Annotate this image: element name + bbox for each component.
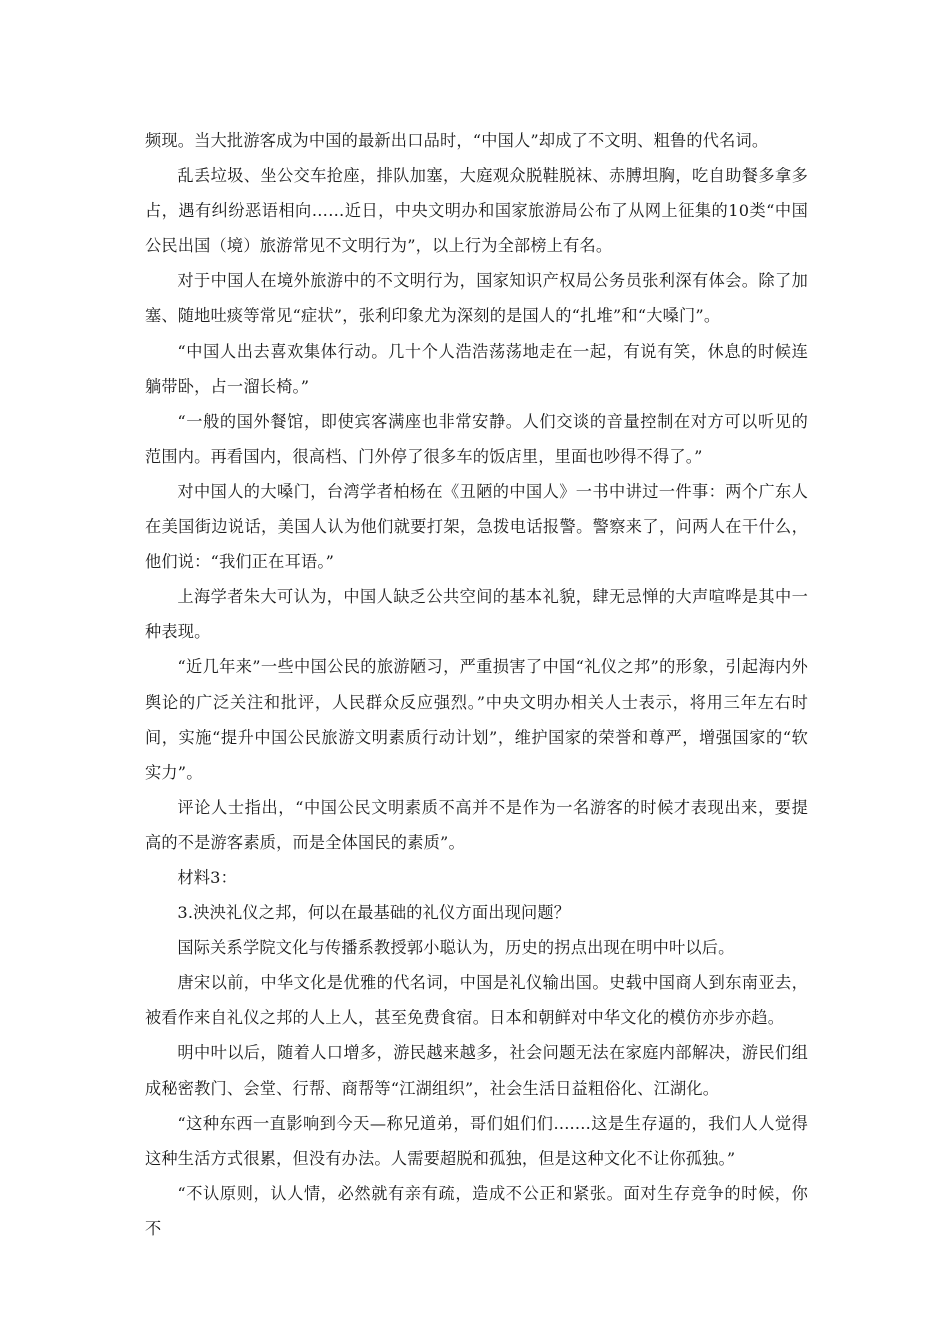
paragraph-quote-group-travel: “中国人出去喜欢集体行动。几十个人浩浩荡荡地走在一起，有说有笑，休息的时候连躺带卧，占一溜长椅。” (145, 341, 808, 396)
paragraph-continuation: 频现。当大批游客成为中国的最新出口品时，“中国人”却成了不文明、粗鲁的代名词。 (145, 131, 769, 150)
paragraph-uncivilized-behaviors: 乱丢垃圾、坐公交车抢座，排队加塞，大庭观众脱鞋脱袜、赤膊坦胸，吃自助餐多拿多占，遇有纠纷恶语相向……近日，中央文明办和国家旅游局公布了从网上征集的10类“中国公民出国（境）旅游常见不文明行为”，以上行为全部榜上有名。 (145, 166, 808, 256)
paragraph-quote-restaurant: “一般的国外餐馆，即使宾客满座也非常安静。人们交谈的音量控制在对方可以听见的范围内。再看国内，很高档、门外停了很多车的饭店里，里面也吵得不得了。” (145, 411, 808, 466)
paragraph-guo-xiaocong: 国际关系学院文化与传播系教授郭小聪认为，历史的拐点出现在明中叶以后。 (177, 938, 735, 958)
question-3: 3.泱泱礼仪之邦，何以在最基础的礼仪方面出现问题？ (177, 903, 571, 923)
paragraph-zhu-dake: 上海学者朱大可认为，中国人缺乏公共空间的基本礼貌，肆无忌惮的大声喧哗是其中一种表现。 (145, 587, 808, 642)
paragraph-bo-yang: 对中国人的大嗓门，台湾学者柏杨在《丑陋的中国人》一书中讲过一件事：两个广东人在美国街边说话，美国人认为他们就要打架，急拨电话报警。警察来了，问两人在干什么，他们说：“我们正在耳语。” (145, 481, 808, 572)
material-3-heading: 材料3： (177, 867, 238, 887)
paragraph-zhang-li: 对于中国人在境外旅游中的不文明行为，国家知识产权局公务员张利深有体会。除了加塞、随地吐痰等常见“症状”，张利印象尤为深刻的是国人的“扎堆”和“大嗓门”。 (145, 271, 808, 326)
paragraph-commentator: 评论人士指出，“中国公民文明素质不高并不是作为一名游客的时候才表现出来，要提高的不是游客素质，而是全体国民的素质”。 (145, 797, 808, 852)
article-body (145, 123, 808, 1246)
paragraph-tang-song: 唐宋以前，中华文化是优雅的代名词，中国是礼仪输出国。史载中国商人到东南亚去，被看作来自礼仪之邦的人上人，甚至免费食宿。日本和朝鲜对中华文化的模仿亦步亦趋。 (145, 973, 808, 1028)
paragraph-quote-principles: “不认原则，认人情，必然就有亲有疏，造成不公正和紧张。面对生存竞争的时候，你不 (145, 1183, 808, 1238)
paragraph-ming-dynasty: 明中叶以后，随着人口增多，游民越来越多，社会问题无法在家庭内部解决，游民们组成秘密教门、会堂、行帮、商帮等“江湖组织”，社会生活日益粗俗化、江湖化。 (145, 1043, 808, 1098)
paragraph-quote-brotherhood: “这种东西一直影响到今天—称兄道弟，哥们姐们们.......这是生存逼的，我们人人觉得这种生活方式很累，但没有办法。人需要超脱和孤独，但是这种文化不让你孤独。” (145, 1113, 808, 1168)
paragraph-civilization-office: “近几年来”一些中国公民的旅游陋习，严重损害了中国“礼仪之邦”的形象，引起海内外舆论的广泛关注和批评，人民群众反应强烈。”中央文明办相关人士表示，将用三年左右时间，实施“提升中国公民旅游文明素质行动计划”，维护国家的荣誉和尊严，增强国家的“软实力”。 (145, 657, 808, 782)
